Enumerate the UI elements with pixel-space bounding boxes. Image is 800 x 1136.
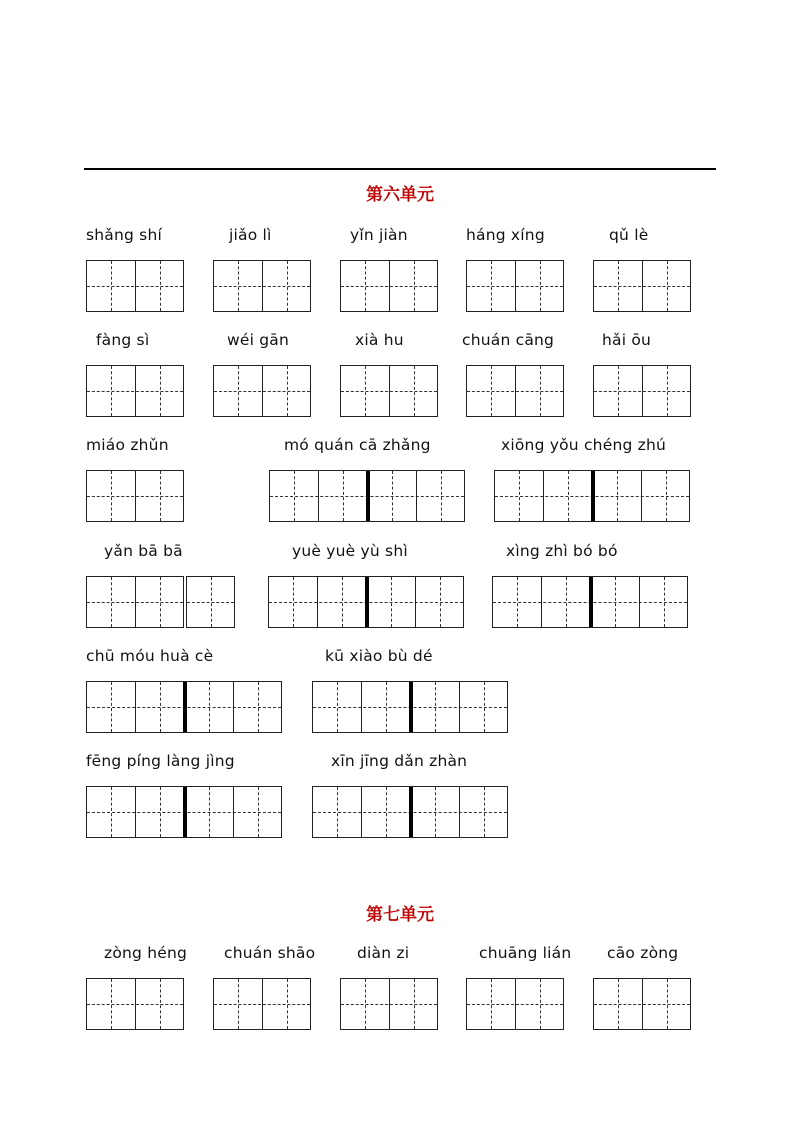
pinyin-label: fēng píng làng jìng bbox=[86, 752, 235, 770]
writing-grid[interactable] bbox=[340, 365, 438, 417]
section-title-unit7: 第七单元 bbox=[366, 905, 434, 925]
grid-cell-midline bbox=[568, 471, 569, 521]
grid-cell-divider bbox=[135, 577, 136, 627]
writing-grid[interactable] bbox=[269, 470, 465, 522]
grid-cell-divider bbox=[135, 787, 136, 837]
grid-cell-midline bbox=[540, 979, 541, 1029]
writing-grid[interactable] bbox=[312, 681, 508, 733]
grid-cell-midline bbox=[435, 787, 436, 837]
writing-grid[interactable] bbox=[86, 786, 282, 838]
top-divider bbox=[84, 168, 716, 170]
grid-cell-midline bbox=[211, 577, 212, 627]
grid-cell-divider bbox=[361, 787, 362, 837]
grid-cell-divider bbox=[642, 366, 643, 416]
pinyin-label: yǐn jiàn bbox=[350, 226, 408, 244]
grid-cell-divider bbox=[135, 366, 136, 416]
grid-cell-midline bbox=[666, 471, 667, 521]
grid-cell-midline bbox=[111, 261, 112, 311]
grid-cell-midline bbox=[160, 979, 161, 1029]
grid-cell-midline bbox=[618, 979, 619, 1029]
grid-cell-midline bbox=[617, 471, 618, 521]
grid-cell-midline bbox=[440, 577, 441, 627]
grid-cell-midline bbox=[441, 471, 442, 521]
grid-cell-divider bbox=[317, 577, 318, 627]
grid-cell-midline bbox=[160, 261, 161, 311]
grid-cell-midline bbox=[111, 577, 112, 627]
writing-grid[interactable] bbox=[593, 978, 691, 1030]
pinyin-label: fàng sì bbox=[96, 331, 150, 349]
writing-grid[interactable] bbox=[86, 576, 184, 628]
writing-grid[interactable] bbox=[86, 978, 184, 1030]
word-separator bbox=[366, 471, 370, 521]
grid-cell-midline bbox=[160, 471, 161, 521]
pinyin-label: chuán cāng bbox=[462, 331, 555, 349]
grid-cell-midline bbox=[238, 261, 239, 311]
grid-cell-midline bbox=[615, 577, 616, 627]
grid-cell-midline bbox=[160, 577, 161, 627]
grid-cell-divider bbox=[459, 787, 460, 837]
grid-cell-midline bbox=[386, 682, 387, 732]
grid-cell-midline bbox=[287, 261, 288, 311]
grid-cell-divider bbox=[233, 787, 234, 837]
pinyin-label: diàn zi bbox=[357, 944, 410, 962]
grid-cell-midline bbox=[342, 577, 343, 627]
writing-grid[interactable] bbox=[86, 260, 184, 312]
grid-cell-midline bbox=[391, 577, 392, 627]
grid-cell-midline bbox=[343, 471, 344, 521]
grid-cell-midline bbox=[111, 366, 112, 416]
grid-cell-midline bbox=[667, 366, 668, 416]
pinyin-label: xiōng yǒu chéng zhú bbox=[501, 436, 667, 454]
grid-cell-divider bbox=[389, 366, 390, 416]
grid-cell-midline bbox=[414, 366, 415, 416]
grid-cell-divider bbox=[389, 261, 390, 311]
grid-cell-midline bbox=[540, 261, 541, 311]
grid-cell-midline bbox=[618, 366, 619, 416]
grid-cell-midline bbox=[435, 682, 436, 732]
pinyin-label: hǎi ōu bbox=[602, 331, 652, 349]
pinyin-label: xìng zhì bó bó bbox=[506, 542, 618, 560]
writing-grid[interactable] bbox=[213, 260, 311, 312]
grid-cell-midline bbox=[540, 366, 541, 416]
grid-cell-divider bbox=[515, 366, 516, 416]
grid-cell-divider bbox=[415, 577, 416, 627]
writing-grid[interactable] bbox=[494, 470, 690, 522]
grid-cell-midline bbox=[386, 787, 387, 837]
grid-cell-divider bbox=[135, 979, 136, 1029]
word-separator bbox=[365, 577, 369, 627]
grid-cell-midline bbox=[238, 979, 239, 1029]
grid-cell-divider bbox=[361, 682, 362, 732]
grid-cell-midline bbox=[484, 787, 485, 837]
grid-cell-midline bbox=[258, 787, 259, 837]
grid-cell-midline bbox=[287, 979, 288, 1029]
grid-cell-divider bbox=[135, 682, 136, 732]
grid-cell-divider bbox=[642, 261, 643, 311]
pinyin-label: zòng héng bbox=[104, 944, 188, 962]
grid-cell-midline bbox=[664, 577, 665, 627]
grid-cell-midline bbox=[484, 682, 485, 732]
word-separator bbox=[183, 787, 187, 837]
writing-grid[interactable] bbox=[340, 978, 438, 1030]
grid-cell-midline bbox=[491, 979, 492, 1029]
grid-cell-midline bbox=[258, 682, 259, 732]
grid-cell-divider bbox=[135, 471, 136, 521]
writing-grid[interactable] bbox=[466, 365, 564, 417]
grid-cell-divider bbox=[641, 471, 642, 521]
grid-cell-midline bbox=[618, 261, 619, 311]
grid-cell-midline bbox=[667, 261, 668, 311]
grid-cell-midline bbox=[667, 979, 668, 1029]
grid-cell-divider bbox=[639, 577, 640, 627]
writing-grid[interactable] bbox=[593, 365, 691, 417]
pinyin-label: chuāng lián bbox=[479, 944, 572, 962]
grid-cell-divider bbox=[318, 471, 319, 521]
grid-cell-midline bbox=[111, 979, 112, 1029]
writing-grid[interactable] bbox=[86, 365, 184, 417]
pinyin-label: kū xiào bù dé bbox=[325, 647, 433, 665]
pinyin-label: xīn jīng dǎn zhàn bbox=[331, 752, 468, 770]
pinyin-label: háng xíng bbox=[466, 226, 545, 244]
grid-cell-divider bbox=[262, 261, 263, 311]
grid-cell-divider bbox=[262, 366, 263, 416]
grid-cell-divider bbox=[642, 979, 643, 1029]
pinyin-label: miáo zhǔn bbox=[86, 436, 169, 454]
grid-cell-midline bbox=[414, 261, 415, 311]
pinyin-label: qǔ lè bbox=[609, 226, 649, 244]
word-separator bbox=[409, 682, 413, 732]
grid-cell-divider bbox=[543, 471, 544, 521]
grid-cell-midline bbox=[209, 787, 210, 837]
pinyin-label: jiǎo lì bbox=[229, 226, 272, 244]
grid-cell-midline bbox=[160, 682, 161, 732]
pinyin-label: yǎn bā bā bbox=[104, 542, 183, 560]
grid-cell-midline bbox=[491, 261, 492, 311]
grid-cell-divider bbox=[389, 979, 390, 1029]
grid-cell-divider bbox=[135, 261, 136, 311]
writing-grid[interactable] bbox=[492, 576, 688, 628]
grid-cell-midline bbox=[160, 366, 161, 416]
grid-cell-midline bbox=[337, 787, 338, 837]
grid-cell-midline bbox=[111, 682, 112, 732]
writing-grid[interactable] bbox=[213, 365, 311, 417]
pinyin-label: wéi gān bbox=[227, 331, 290, 349]
grid-cell-midline bbox=[519, 471, 520, 521]
grid-cell-midline bbox=[365, 261, 366, 311]
word-separator bbox=[589, 577, 593, 627]
section-title-unit6: 第六单元 bbox=[366, 185, 434, 205]
word-separator bbox=[409, 787, 413, 837]
grid-cell-divider bbox=[541, 577, 542, 627]
grid-cell-midline bbox=[294, 471, 295, 521]
grid-cell-midline bbox=[287, 366, 288, 416]
grid-cell-divider bbox=[515, 261, 516, 311]
pinyin-label: chū móu huà cè bbox=[86, 647, 214, 665]
grid-cell-divider bbox=[233, 682, 234, 732]
grid-cell-midline bbox=[517, 577, 518, 627]
grid-cell-midline bbox=[111, 787, 112, 837]
grid-cell-midline bbox=[365, 366, 366, 416]
writing-grid[interactable] bbox=[186, 576, 235, 628]
writing-grid[interactable] bbox=[213, 978, 311, 1030]
word-separator bbox=[183, 682, 187, 732]
pinyin-label: mó quán cā zhǎng bbox=[284, 436, 431, 454]
writing-grid[interactable] bbox=[86, 470, 184, 522]
writing-grid[interactable] bbox=[312, 786, 508, 838]
grid-cell-midline bbox=[566, 577, 567, 627]
grid-cell-midline bbox=[209, 682, 210, 732]
grid-cell-midline bbox=[337, 682, 338, 732]
grid-cell-midline bbox=[491, 366, 492, 416]
grid-cell-divider bbox=[262, 979, 263, 1029]
writing-grid[interactable] bbox=[593, 260, 691, 312]
pinyin-label: shǎng shí bbox=[86, 226, 162, 244]
grid-cell-divider bbox=[416, 471, 417, 521]
grid-cell-midline bbox=[111, 471, 112, 521]
writing-grid[interactable] bbox=[86, 681, 282, 733]
grid-cell-midline bbox=[238, 366, 239, 416]
grid-cell-midline bbox=[392, 471, 393, 521]
writing-grid[interactable] bbox=[340, 260, 438, 312]
grid-cell-divider bbox=[515, 979, 516, 1029]
writing-grid[interactable] bbox=[268, 576, 464, 628]
grid-cell-midline bbox=[160, 787, 161, 837]
grid-cell-divider bbox=[459, 682, 460, 732]
pinyin-label: xià hu bbox=[355, 331, 404, 349]
pinyin-label: yuè yuè yù shì bbox=[292, 542, 408, 560]
writing-grid[interactable] bbox=[466, 978, 564, 1030]
grid-cell-midline bbox=[365, 979, 366, 1029]
grid-cell-midline bbox=[414, 979, 415, 1029]
pinyin-label: chuán shāo bbox=[224, 944, 316, 962]
pinyin-label: cāo zòng bbox=[607, 944, 679, 962]
writing-grid[interactable] bbox=[466, 260, 564, 312]
word-separator bbox=[591, 471, 595, 521]
grid-cell-midline bbox=[293, 577, 294, 627]
